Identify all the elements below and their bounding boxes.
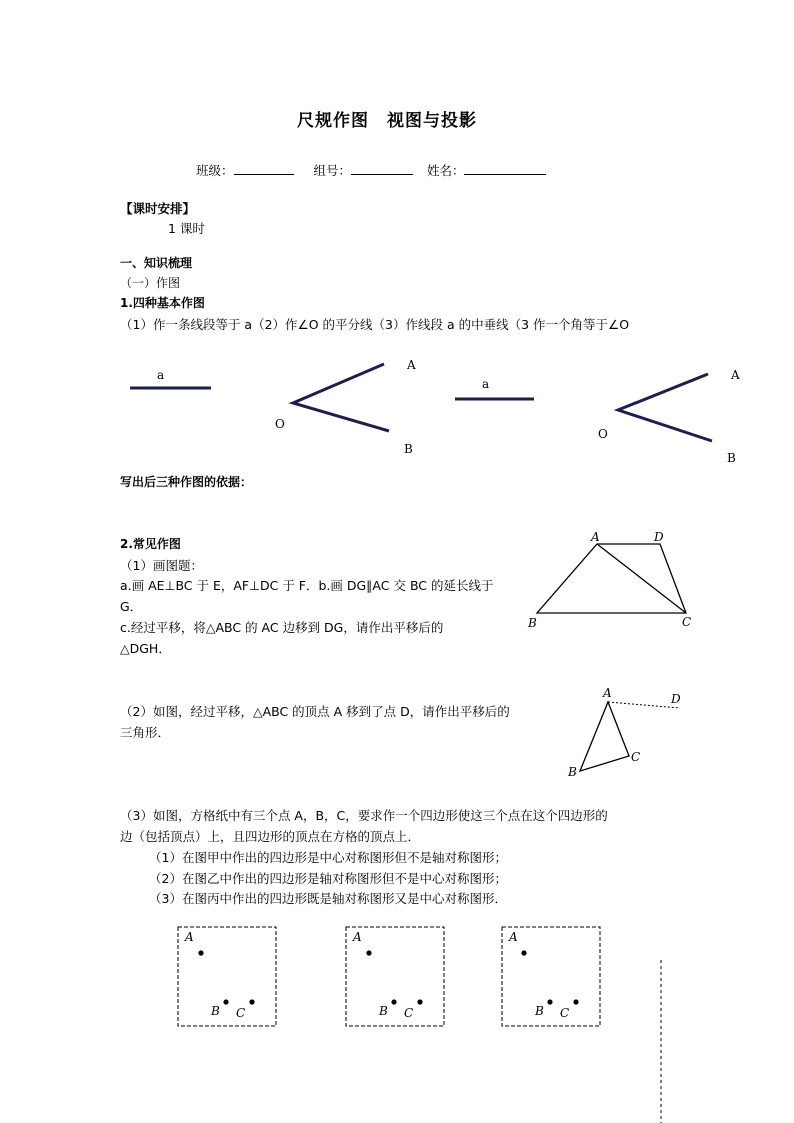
- section1-heading: 一、知识梳理: [120, 256, 193, 270]
- angle-2-label-a: A: [731, 368, 740, 382]
- grid-2-label-b: B: [379, 1004, 388, 1018]
- angle-2-label-o: O: [598, 427, 608, 441]
- grid-3-label-a: A: [509, 930, 518, 944]
- grid-1-point-a: [198, 950, 203, 955]
- section1-sub: （一）作图: [120, 276, 181, 290]
- grid-figure-3: [502, 927, 600, 1026]
- q3-line2: 边（包括顶点）上，且四边形的顶点在方格的顶点上．: [120, 829, 421, 844]
- trapezoid-label-c: C: [682, 615, 692, 629]
- q1-line4: △DGH．: [120, 641, 171, 656]
- name-label: 姓名：: [426, 163, 465, 178]
- trapezoid-label-a: A: [591, 530, 600, 544]
- grid-figure-2: [346, 927, 444, 1026]
- basis-prompt: 写出后三种作图的依据：: [120, 475, 253, 489]
- triangle-abc: [580, 702, 629, 771]
- schedule-heading: 【课时安排】: [120, 201, 196, 216]
- grid-1-label-c: C: [236, 1006, 246, 1020]
- grid-2-label-c: C: [404, 1006, 414, 1020]
- schedule-value: 1 课时: [168, 221, 205, 236]
- trapezoid-label-b: B: [528, 616, 537, 630]
- grid-1-label-a: A: [185, 930, 194, 944]
- triangle-label-a: A: [603, 686, 612, 700]
- grid-3-point-c: [573, 999, 578, 1004]
- trapezoid-label-d: D: [654, 530, 664, 544]
- q1-line1: a.画 AE⊥BC 于 E，AF⊥DC 于 F．b.画 DG∥AC 交 BC 的延长线于: [120, 578, 494, 593]
- group-label: 组号：: [313, 163, 351, 178]
- grid-1-point-c: [249, 999, 254, 1004]
- grid-2-point-a: [366, 950, 371, 955]
- angle-o-1: [293, 364, 389, 431]
- grid-3-label-b: B: [535, 1004, 544, 1018]
- q3-item-2: （2）在图乙中作出的四边形是轴对称图形但不是中心对称图形；: [149, 871, 507, 886]
- q2-line2: 三角形．: [120, 725, 171, 740]
- grid-2-point-c: [417, 999, 422, 1004]
- q3-item-1: （1）在图甲中作出的四边形是中心对称图形但不是轴对称图形；: [149, 850, 507, 865]
- part1-heading: 1.四种基本作图: [120, 296, 205, 310]
- q3-line1: （3）如图，方格纸中有三个点 A，B，C，要求作一个四边形使这三个点在这个四边形的: [120, 808, 608, 823]
- triangle-label-d: D: [671, 692, 681, 706]
- q1-line3: c.经过平移，将△ABC 的 AC 边移到 DG，请作出平移后的: [120, 620, 444, 635]
- grid-figure-1: [178, 927, 276, 1026]
- angle-o-2: [618, 374, 712, 441]
- q1-line2: G．: [120, 599, 143, 614]
- grid-3-point-a: [521, 950, 526, 955]
- page-title: 尺规作图 视图与投影: [297, 111, 477, 131]
- grid-2-label-a: A: [353, 930, 362, 944]
- trapezoid-abcd: [537, 544, 686, 613]
- angle-1-label-b: B: [404, 442, 413, 456]
- angle-1-label-a: A: [407, 358, 416, 372]
- grid-1-point-b: [223, 999, 228, 1004]
- grid-3-label-c: C: [560, 1006, 570, 1020]
- angle-1-label-o: O: [275, 417, 285, 431]
- class-label: 班级：: [196, 163, 234, 178]
- q2-line1: （2）如图，经过平移，△ABC 的顶点 A 移到了点 D，请作出平移后的: [120, 704, 510, 719]
- q3-item-3: （3）在图丙中作出的四边形既是轴对称图形又是中心对称图形．: [149, 891, 507, 906]
- segment-a-2-label: a: [482, 377, 490, 391]
- grid-1-label-b: B: [211, 1004, 220, 1018]
- triangle-label-c: C: [631, 750, 641, 764]
- segment-a-1-label: a: [157, 368, 165, 382]
- part1-tasks: （1）作一条线段等于 a（2）作∠O 的平分线（3）作线段 a 的中垂线（3 作一个角等于∠O: [120, 317, 630, 332]
- grid-3-point-b: [547, 999, 552, 1004]
- grid-2-point-b: [391, 999, 396, 1004]
- angle-2-label-b: B: [727, 451, 736, 465]
- part2-heading: 2.常见作图: [120, 537, 181, 551]
- q1-intro: （1）画图题：: [120, 558, 203, 573]
- triangle-label-b: B: [568, 765, 577, 779]
- translation-ad-dotted: [608, 702, 680, 708]
